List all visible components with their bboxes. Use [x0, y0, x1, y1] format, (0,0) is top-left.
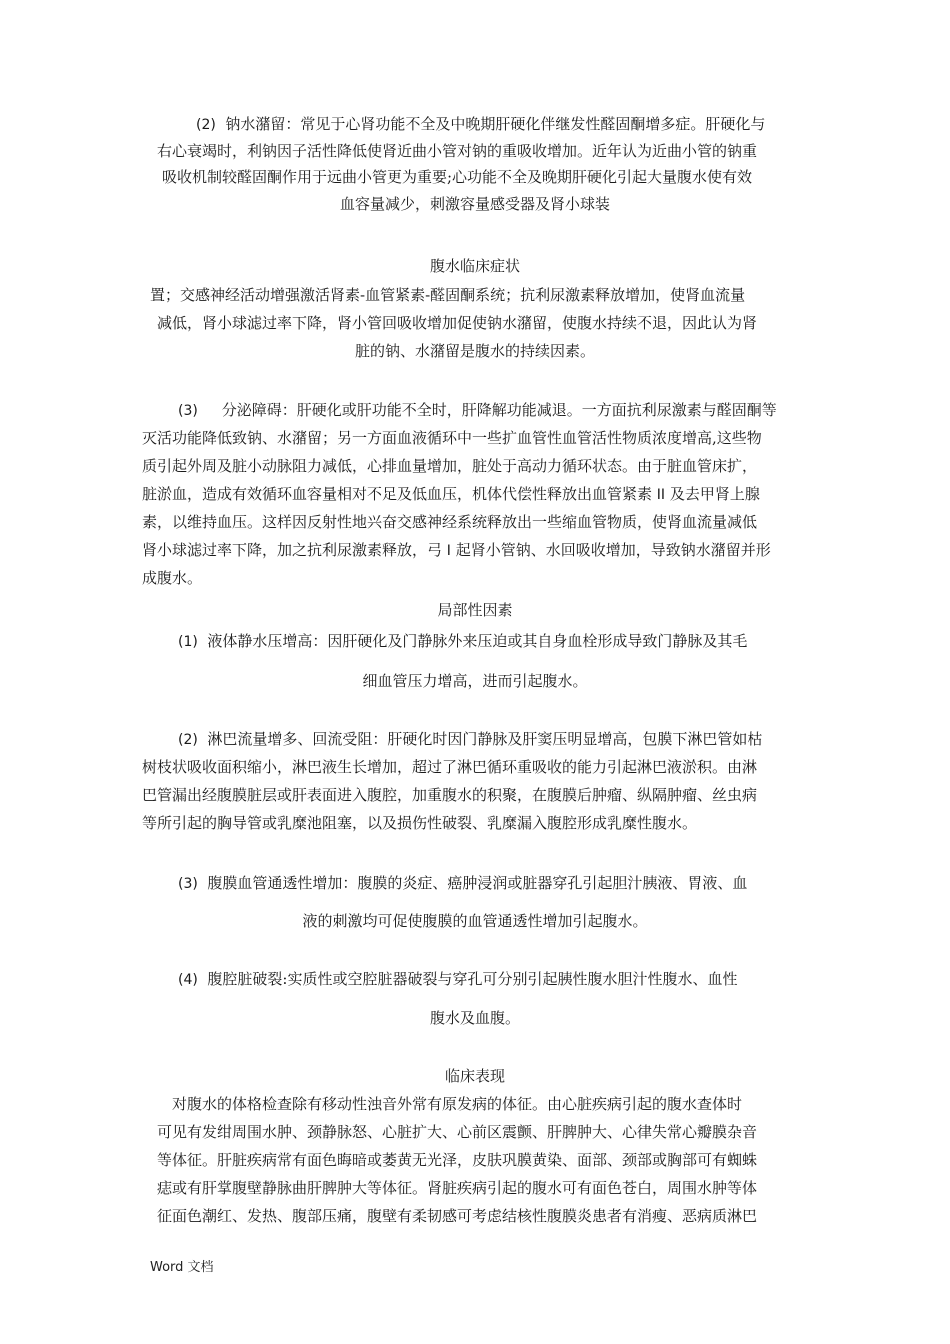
paragraph-7-line-2: 腹水及血腹。 [429, 1009, 520, 1027]
paragraph-2-line-1: 置；交感神经活动增强激活肾素-血管紧素-醛固酮系统；抗利尿激素释放增加，使肾血流量 [150, 286, 746, 304]
paragraph-4-line-1 [178, 631, 747, 652]
paragraph-8-line-5: 征面色潮红、发热、腹部压痛，腹壁有柔韧感可考虑结核性腹膜炎患者有消瘦、恶病质淋巴 [157, 1207, 758, 1225]
paragraph-3-line-5: 素，以维持血压。这样因反射性地兴奋交感神经系统释放出一些缩血管物质，使肾血流量减低 [142, 513, 758, 531]
section-heading-clinical-manifestations: 临床表现 [444, 1067, 505, 1085]
paragraph-text: 起肾小管钠、水回吸收增加，导致钠水潴留并形 [455, 541, 771, 559]
page-footer: Word 文档 [150, 1260, 214, 1275]
list-marker: (2) [196, 117, 216, 133]
section-heading-ascites-symptoms: 腹水临床症状 [429, 257, 520, 275]
paragraph-text: 肾小球滤过率下降，加之抗利尿激素释放，弓 [142, 541, 443, 559]
paragraph-5-line-1 [178, 729, 762, 750]
list-marker: (2) [178, 732, 198, 748]
paragraph-3-line-2: 灭活功能降低致钠、水潴留；另一方面血液循环中一些扩血管性血管活性物质浓度增高,这些物 [142, 429, 762, 447]
list-marker: (3) [178, 403, 198, 419]
paragraph-5-line-2: 树枝状吸收面积缩小，淋巴液生长增加，超过了淋巴循环重吸收的能力引起淋巴液淤积。由淋 [142, 758, 758, 776]
paragraph-8-line-2: 可见有发绀周围水肿、颈静脉怒、心脏扩大、心前区震颤、肝脾肿大、心律失常心瓣膜杂音 [157, 1123, 758, 1141]
paragraph-8-line-3: 等体征。肝脏疾病常有面色晦暗或萎黄无光泽，皮肤巩膜黄染、面部、颈部或胸部可有蜘蛛 [157, 1151, 758, 1169]
paragraph-8-line-4: 痣或有肝掌腹壁静脉曲肝脾肿大等体征。肾脏疾病引起的腹水可有面色苍白，周围水肿等体 [157, 1179, 758, 1197]
paragraph-1-line-1 [196, 114, 765, 135]
paragraph-1-line-2: 右心衰竭时，利钠因子活性降低使肾近曲小管对钠的重吸收增加。近年认为近曲小管的钠重 [157, 142, 758, 160]
paragraph-8-line-1: 对腹水的体格检查除有移动性浊音外常有原发病的体征。由心脏疾病引起的腹水查体时 [172, 1095, 743, 1113]
paragraph-5-line-4: 等所引起的胸导管或乳糜池阻塞，以及损伤性破裂、乳糜漏入腹腔形成乳糜性腹水。 [142, 814, 698, 832]
roman-numeral: I [446, 543, 451, 559]
paragraph-6-line-2: 液的刺激均可促使腹膜的血管通透性增加引起腹水。 [302, 912, 648, 930]
paragraph-3-line-4 [142, 484, 760, 505]
paragraph-text: 腹腔脏破裂:实质性或空腔脏器破裂与穿孔可分别引起胰性腹水胆汁性腹水、血性 [207, 970, 738, 988]
roman-numeral: II [656, 487, 666, 503]
paragraph-text: 脏淤血，造成有效循环血容量相对不足及低血压，机体代偿性释放出血管紧素 [142, 485, 653, 503]
paragraph-3-line-6 [142, 540, 771, 561]
paragraph-3-line-1 [178, 400, 777, 421]
paragraph-text: 液体静水压增高：因肝硬化及门静脉外来压迫或其自身血栓形成导致门静脉及其毛 [207, 632, 748, 650]
paragraph-5-line-3: 巴管漏出经腹膜脏层或肝表面进入腹腔，加重腹水的积聚，在腹膜后肿瘤、纵隔肿瘤、丝虫病 [142, 786, 758, 804]
paragraph-text: 及去甲肾上腺 [669, 485, 760, 503]
list-marker: (1) [178, 634, 198, 650]
paragraph-3-line-3: 质引起外周及脏小动脉阻力减低，心排血量增加，脏处于高动力循环状态。由于脏血管床扩， [142, 457, 758, 475]
list-marker: (3) [178, 876, 198, 892]
paragraph-text: 淋巴流量增多、回流受阻：肝硬化时因门静脉及肝窦压明显增高，包膜下淋巴管如枯 [207, 730, 763, 748]
paragraph-4-line-2: 细血管压力增高，进而引起腹水。 [362, 672, 588, 690]
paragraph-7-line-1 [178, 969, 737, 990]
paragraph-3-line-7: 成腹水。 [142, 569, 203, 587]
paragraph-text: 钠水潴留：常见于心肾功能不全及中晚期肝硬化伴继发性醛固酮增多症。肝硬化与 [225, 115, 766, 133]
paragraph-2-line-2: 减低，肾小球滤过率下降，肾小管回吸收增加促使钠水潴留，使腹水持续不退，因此认为肾 [157, 314, 758, 332]
paragraph-text: 分泌障碍：肝硬化或肝功能不全时，肝降解功能减退。一方面抗利尿激素与醛固酮等 [221, 401, 777, 419]
paragraph-1-line-3: 吸收机制较醛固酮作用于远曲小管更为重要;心功能不全及晚期肝硬化引起大量腹水使有效 [162, 168, 753, 186]
section-heading-local-factors: 局部性因素 [437, 601, 513, 619]
paragraph-1-line-4: 血容量减少，刺激容量感受器及肾小球装 [339, 195, 610, 213]
paragraph-2-line-3: 脏的钠、水潴留是腹水的持续因素。 [354, 342, 595, 360]
list-marker: (4) [178, 972, 198, 988]
paragraph-6-line-1 [178, 873, 747, 894]
paragraph-text: 腹膜血管通透性增加：腹膜的炎症、癌肿浸润或脏器穿孔引起胆汁胰液、胃液、血 [207, 874, 748, 892]
